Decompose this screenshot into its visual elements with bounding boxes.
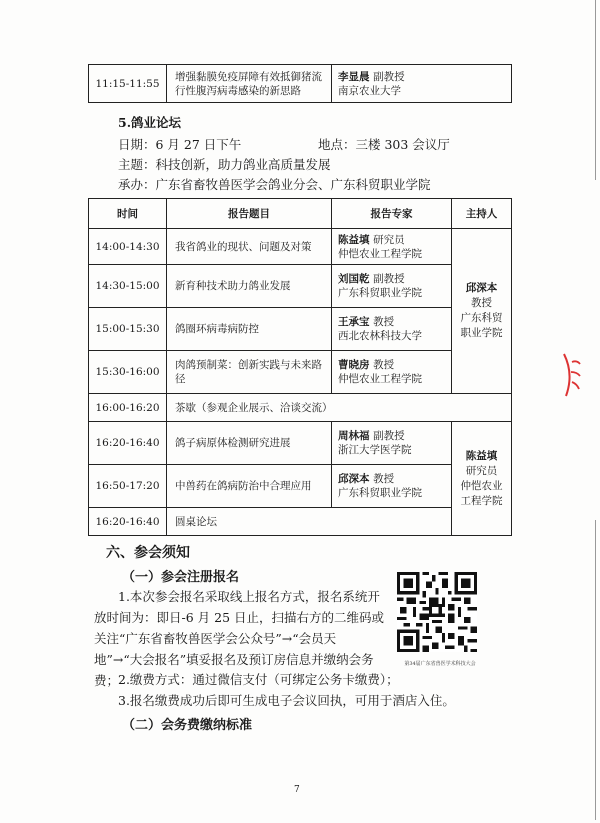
- header-time: 时间: [89, 199, 167, 229]
- qr-caption: 第34届广东省兽医学术科技大会: [404, 661, 476, 667]
- page-edge-line: [595, 0, 596, 180]
- topic-cell: 鸽子病原体检测研究进展: [167, 422, 332, 465]
- seal-stamp-icon: [560, 350, 590, 400]
- host-cell: [452, 422, 512, 536]
- forum-date: 日期：6 月 27 日下午: [118, 137, 242, 152]
- table-header-row: [89, 199, 512, 229]
- time-cell: 14:30-15:00: [89, 265, 167, 308]
- section-heading: 六、参会须知: [106, 545, 190, 561]
- expert-org: 南京农业大学: [338, 84, 401, 97]
- expert-org: 广东科贸职业学院: [338, 287, 422, 299]
- header-expert: 报告专家: [332, 199, 452, 229]
- table-row: [89, 422, 512, 465]
- time-cell: 15:30-16:00: [89, 351, 167, 394]
- header-topic: 报告题目: [167, 199, 332, 229]
- table-row-break: [89, 394, 512, 422]
- time-cell: 11:15-11:55: [89, 65, 167, 103]
- schedule-table-continued: [88, 64, 512, 103]
- expert-cell: [332, 308, 452, 351]
- host-name: 陈益填: [465, 449, 498, 462]
- expert-cell: [332, 351, 452, 394]
- time-cell: 16:00-16:20: [89, 394, 167, 422]
- expert-cell: [332, 65, 512, 103]
- expert-name: 刘国乾 副教授: [338, 273, 405, 285]
- expert-cell: [332, 265, 452, 308]
- expert-org: 广东科贸职业学院: [338, 487, 422, 499]
- host-org: 仲恺农业工程学院: [460, 479, 503, 507]
- topic-cell: 中兽药在鸽病防治中合理应用: [167, 465, 332, 508]
- expert-org: 浙江大学医学院: [338, 444, 412, 456]
- expert-name: 王承宝 教授: [338, 316, 395, 328]
- break-cell: 茶歇（参观企业展示、洽谈交流）: [167, 394, 512, 422]
- forum-organizer: 承办：广东省畜牧兽医学会鸽业分会、广东科贸职业学院: [118, 177, 431, 192]
- table-row: [89, 229, 512, 265]
- forum-theme: 主题：科技创新，助力鸽业高质量发展: [118, 157, 331, 172]
- expert-org: 西北农林科技大学: [338, 330, 422, 342]
- table-row: [89, 65, 512, 103]
- page-number: 7: [294, 785, 300, 795]
- time-cell: 16:20-16:40: [89, 422, 167, 465]
- paragraph-registration: 1.本次参会报名采取线上报名方式，报名系统开放时间为：即日-6 月 25 日止，扫描右方的二维码或关注“广东省畜牧兽医学会公众号”→“会员天地”→“大会报名”填妥报名及预订房信息并缴纳会务费；: [94, 589, 385, 688]
- schedule-table: [88, 198, 512, 536]
- topic-cell: 我省鸽业的现状、问题及对策: [167, 229, 332, 265]
- forum-place: 地点：三楼 303 会议厅: [318, 137, 450, 152]
- host-name: 邱深本: [465, 282, 498, 294]
- paragraph-payment: 2.缴费方式：通过微信支付（可绑定公务卡缴费）；: [118, 672, 399, 687]
- topic-cell: 鸽圈环病毒病防控: [167, 308, 332, 351]
- expert-cell: [332, 422, 452, 465]
- host-title: 研究员: [465, 464, 498, 477]
- expert-name: 曹晓房 教授: [338, 359, 395, 371]
- table-row: [89, 265, 512, 308]
- time-cell: 15:00-15:30: [89, 308, 167, 351]
- subsection-heading: （一）参会注册报名: [122, 570, 240, 585]
- expert-name: 李显晨 副教授: [338, 70, 405, 83]
- qr-code-icon[interactable]: [397, 572, 477, 652]
- section-title: 5.鸽业论坛: [118, 115, 182, 130]
- expert-name: 邱深本 教授: [338, 473, 395, 485]
- expert-org: 仲恺农业工程学院: [338, 247, 422, 260]
- forum-cell: 圆桌论坛: [167, 508, 452, 536]
- time-cell: 16:20-16:40: [89, 508, 167, 536]
- page-edge-line: [595, 520, 596, 820]
- table-row: [89, 351, 512, 394]
- expert-cell: [332, 465, 452, 508]
- topic-cell: 新育种技术助力鸽业发展: [167, 265, 332, 308]
- expert-cell: [332, 229, 452, 265]
- header-host: 主持人: [452, 199, 512, 229]
- host-org: 广东科贸职业学院: [460, 312, 503, 339]
- host-title: 教授: [471, 297, 492, 309]
- host-cell: [452, 229, 512, 394]
- time-cell: 14:00-14:30: [89, 229, 167, 265]
- table-row-forum: [89, 508, 512, 536]
- paragraph-receipt: 3.报名缴费成功后即可生成电子会议回执，可用于酒店入住。: [118, 693, 455, 708]
- table-row: [89, 308, 512, 351]
- topic-cell: 增强黏膜免疫屏障有效抵御猪流行性腹泻病毒感染的新思路: [167, 65, 332, 103]
- topic-cell: 肉鸽预制菜：创新实践与未来路径: [167, 351, 332, 394]
- expert-name: 陈益填 研究员: [338, 233, 405, 246]
- expert-org: 仲恺农业工程学院: [338, 373, 422, 385]
- subsection-heading: （二）会务费缴纳标准: [122, 718, 253, 733]
- table-row: [89, 465, 512, 508]
- time-cell: 16:50-17:20: [89, 465, 167, 508]
- expert-name: 周林福 副教授: [338, 430, 405, 442]
